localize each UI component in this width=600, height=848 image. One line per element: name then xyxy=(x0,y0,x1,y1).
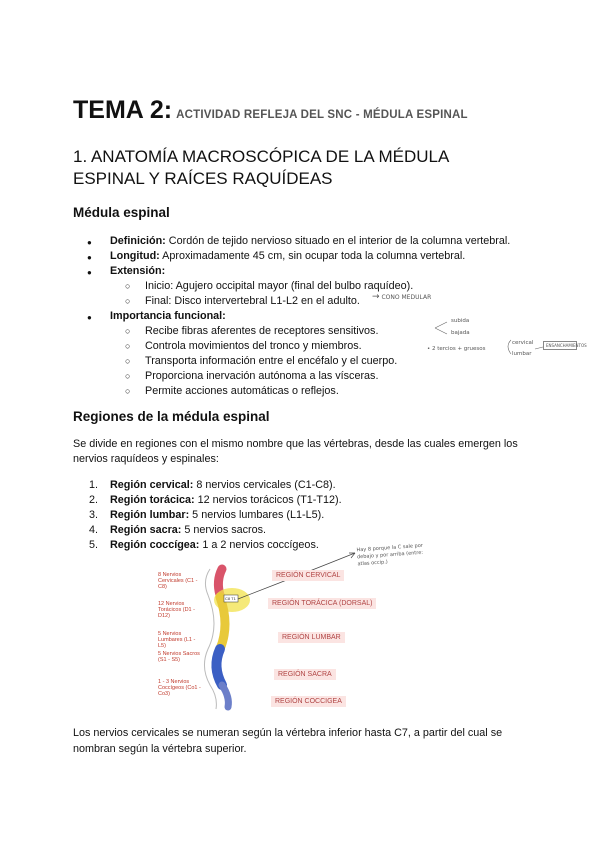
page-title xyxy=(73,96,468,125)
arrow-right-icon: → xyxy=(372,292,380,302)
list-item: ○ Recibe fibras aferentes de receptores sensitivos. xyxy=(73,324,543,339)
list-item: ○ Transporta información entre el encéfalo y el cuerpo. xyxy=(73,354,543,369)
list-item: 5. Región coccígea: 1 a 2 nervios coccígeos. xyxy=(89,539,319,551)
list-item: ● Longitud: Aproximadamente 45 cm, sin ocupar toda la columna vertebral. xyxy=(73,249,543,264)
c8-annotation: Hay 8 porque la C sale por debajo y por arriba (entre: atlas occip.) xyxy=(356,542,424,568)
region-toracica-box: REGIÓN TORÁCICA (DORSAL) xyxy=(268,598,376,609)
c8-t1-label: C8 T1 xyxy=(225,596,236,601)
sacral-nerves-label: 5 Nervios Sacros (S1 - S5) xyxy=(158,651,200,663)
thoracic-nerves-label: 12 Nervios Torácicos (D1 - D12) xyxy=(158,601,195,619)
list-item: 1. Región cervical: 8 nervios cervicales (C1-C8). xyxy=(89,479,336,491)
region-sacra-box: REGIÓN SACRA xyxy=(274,669,336,680)
title-sub: ACTIVIDAD REFLEJA DEL SNC - MÉDULA ESPINAL xyxy=(176,109,468,121)
region-coccigea-box: REGIÓN COCCIGEA xyxy=(271,696,346,707)
list-item: ● Definición: Cordón de tejido nervioso situado en el interior de la columna vertebral. xyxy=(73,234,543,249)
list-item: ● Importancia funcional: xyxy=(73,309,543,324)
regiones-intro: Se divide en regiones con el mismo nombre que las vértebras, desde las cuales emergen los nervios raquídeos y espinales: xyxy=(73,438,518,465)
region-cervical-box: REGIÓN CERVICAL xyxy=(272,570,344,581)
footer-paragraph: Los nervios cervicales se numeran según la vértebra inferior hasta C7, a partir del cual se nombran según la vértebra superior. xyxy=(73,727,503,755)
list-item: 4. Región sacra: 5 nervios sacros. xyxy=(89,524,267,536)
list-item: ○ Permite acciones automáticas o reflejos. xyxy=(73,384,543,399)
ensanchamientos-box: ENSANCHAMIENTOS xyxy=(543,341,577,350)
cervical-nerves-label: 8 Nervios Cervicales (C1 - C8) xyxy=(158,572,198,590)
list-item: 3. Región lumbar: 5 nervios lumbares (L1-L5). xyxy=(89,509,325,521)
section-heading: 1. ANATOMÍA MACROSCÓPICA DE LA MÉDULA ESPINAL Y RAÍCES RAQUÍDEAS xyxy=(73,147,449,188)
handwritten-notes: subida bajada • 2 tercios + gruesos cervical lumbar ENSANCHAMIENTOS xyxy=(425,316,585,366)
cono-note: → CONO MEDULAR xyxy=(372,292,432,302)
lumbar-nerves-label: 5 Nervios Lumbares (L1 - L5) xyxy=(158,631,196,649)
list-item: ○ Final: Disco intervertebral L1-L2 en el adulto. xyxy=(73,294,543,309)
coccygeal-nerves-label: 1 - 3 Nervios Coccígeos (Co1 - Co3) xyxy=(158,679,201,697)
list-item: ● Extensión: xyxy=(73,264,543,279)
regiones-heading: Regiones de la médula espinal xyxy=(73,409,270,424)
region-lumbar-box: REGIÓN LUMBAR xyxy=(278,632,345,643)
list-item: ○ Controla movimientos del tronco y miembros. xyxy=(73,339,543,354)
list-item: ○ Proporciona inervación autónoma a las vísceras. xyxy=(73,369,543,384)
regiones-list xyxy=(73,478,523,553)
list-item: ○ Inicio: Agujero occipital mayor (final del bulbo raquídeo). xyxy=(73,279,543,294)
list-item: 2. Región torácica: 12 nervios torácicos (T1-T12). xyxy=(89,494,342,506)
medula-heading: Médula espinal xyxy=(73,205,170,220)
title-main: TEMA 2: xyxy=(73,96,173,124)
